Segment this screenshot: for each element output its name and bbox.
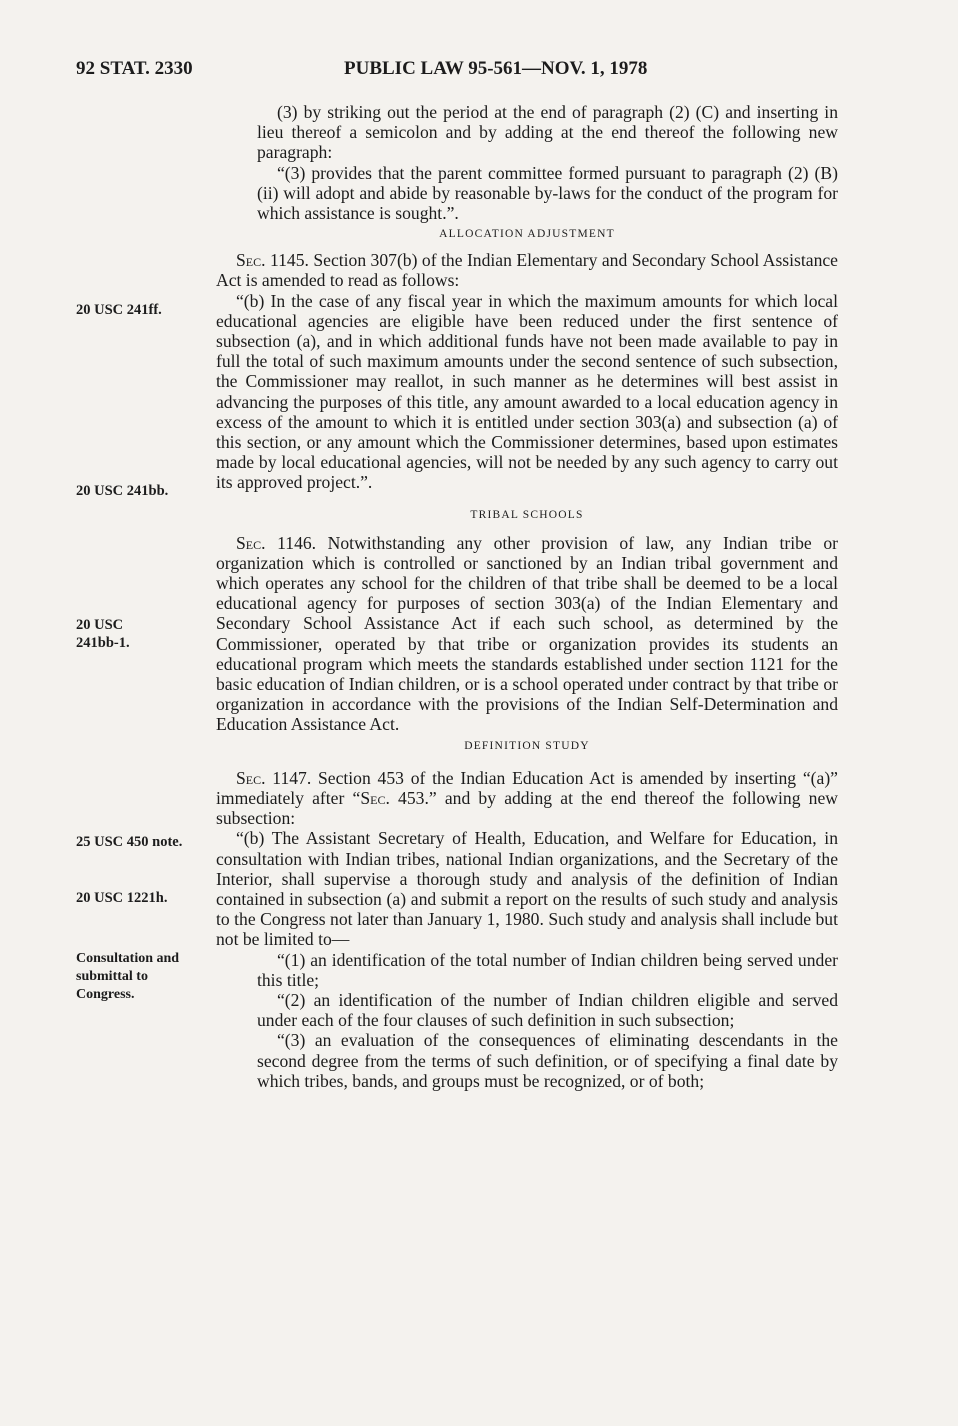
paragraph-text: (3) by striking out the period at the end of paragraph (2) (C) and inserting in lieu thereof a semicolon and by adding at the end thereof the following new paragraph: xyxy=(257,102,838,163)
section-1145-subsection-b: “(b) In the case of any fiscal year in which the maximum amounts for which local educational agencies are eligible have been reduced under the first sentence of subsection (a), and in which additional funds have not been made available to pay in full the total of such maximum amounts under the second sentence of such subsection, the Commissioner may reallot, in such manner as he determines will best assist in advancing the purposes of this title, any amount awarded to a local education agency in excess of the amount to which it is entitled under section 303(a) and subsection (a) of this section, or any amount which the Commissioner determines, based upon estimates made by local educational agencies, will not be needed by any such agency to carry out its approved project.”. xyxy=(216,290,838,493)
section-1147 xyxy=(216,768,838,829)
section-label: Sec. xyxy=(236,250,266,271)
margin-note-submittal: submittal to xyxy=(76,969,148,984)
paragraph-3-amendment xyxy=(216,102,838,163)
margin-note-20usc-line1: 20 USC xyxy=(76,617,124,633)
section-label: Sec. xyxy=(236,767,266,788)
list-item: “(3) an evaluation of the consequences of eliminating descendants in the second degree from the terms of such definition, or of specifying a final date by which tribes, bands, and groups must be recognized, or of both; xyxy=(257,1030,838,1091)
section-1145 xyxy=(216,250,838,290)
section-1145-text: 1145. Section 307(b) of the Indian Elementary and Secondary School Assistance Act is amended to read as follows: xyxy=(216,250,838,291)
margin-note-241bb-1: 241bb-1. xyxy=(76,635,130,651)
statute-body xyxy=(216,102,838,1091)
section-1147-text-b: 453.” and by adding at the end thereof the following new subsection: xyxy=(216,787,838,829)
public-law-title: PUBLIC LAW 95-561—NOV. 1, 1978 xyxy=(344,58,648,79)
list-item: “(2) an identification of the number of Indian children eligible and served under each of the four clauses of such definition in such subsection; xyxy=(257,989,838,1031)
new-paragraph-3: “(3) provides that the parent committee formed pursuant to paragraph (2) (B) (ii) will adopt and abide by reasonable by-laws for the conduct of the program for which assistance is sought.”. xyxy=(257,162,838,224)
section-ref-label: Sec. xyxy=(360,787,390,808)
margin-note-25usc450: 25 USC 450 note. xyxy=(76,834,183,850)
page-header xyxy=(76,58,876,88)
margin-note-consultation: Consultation and xyxy=(76,951,180,966)
section-1146-text: 1146. Notwithstanding any other provision of law, any Indian tribe or organization which is controlled or sanctioned by an Indian tribal government and which operates any school for the children of that tribe shall be deemed to be a local educational agency for purposes of section 303(a) of the Indian Elementary and Secondary School Assistance Act if each such school, as determined by the Commissioner, operated by that tribe or organization provides its students an educational program which meets the standards established under section 1121 for the basic education of Indian children, or is a school operated under contract by that tribe or organization in accordance with the provisions of the Indian Self-Determination and Education Assistance Act. xyxy=(216,532,838,735)
margin-note-20usc241bb: 20 USC 241bb. xyxy=(76,483,169,499)
heading-tribal-schools: TRIBAL SCHOOLS xyxy=(470,508,584,521)
section-1147-text-a: 1147. Section 453 of the Indian Education Act is amended by inserting “(a)” immediately after “ xyxy=(216,767,838,808)
statute-citation: 92 STAT. 2330 xyxy=(76,58,193,79)
margin-note-20usc1221h: 20 USC 1221h. xyxy=(76,890,168,906)
list-item: “(1) an identification of the total number of Indian children being served under this title; xyxy=(257,949,838,990)
section-1146 xyxy=(216,533,838,735)
section-label: Sec. xyxy=(236,532,266,553)
heading-allocation-adjustment: ALLOCATION ADJUSTMENT xyxy=(439,228,615,241)
margin-note-20usc241ff: 20 USC 241ff. xyxy=(76,302,162,318)
margin-note-congress: Congress. xyxy=(76,987,135,1002)
heading-definition-study: DEFINITION STUDY xyxy=(464,739,590,752)
section-1147-subsection-b: “(b) The Assistant Secretary of Health, Education, and Welfare for Education, in consultation with Indian tribes, national Indian organizations, and the Secretary of the Interior, shall supervise a thorough study and analysis of the definition of Indian contained in subsection (a) and submit a report on the results of such study and analysis to the Congress not later than January 1, 1980. Such study and analysis shall include but not be limited to— xyxy=(216,828,838,950)
